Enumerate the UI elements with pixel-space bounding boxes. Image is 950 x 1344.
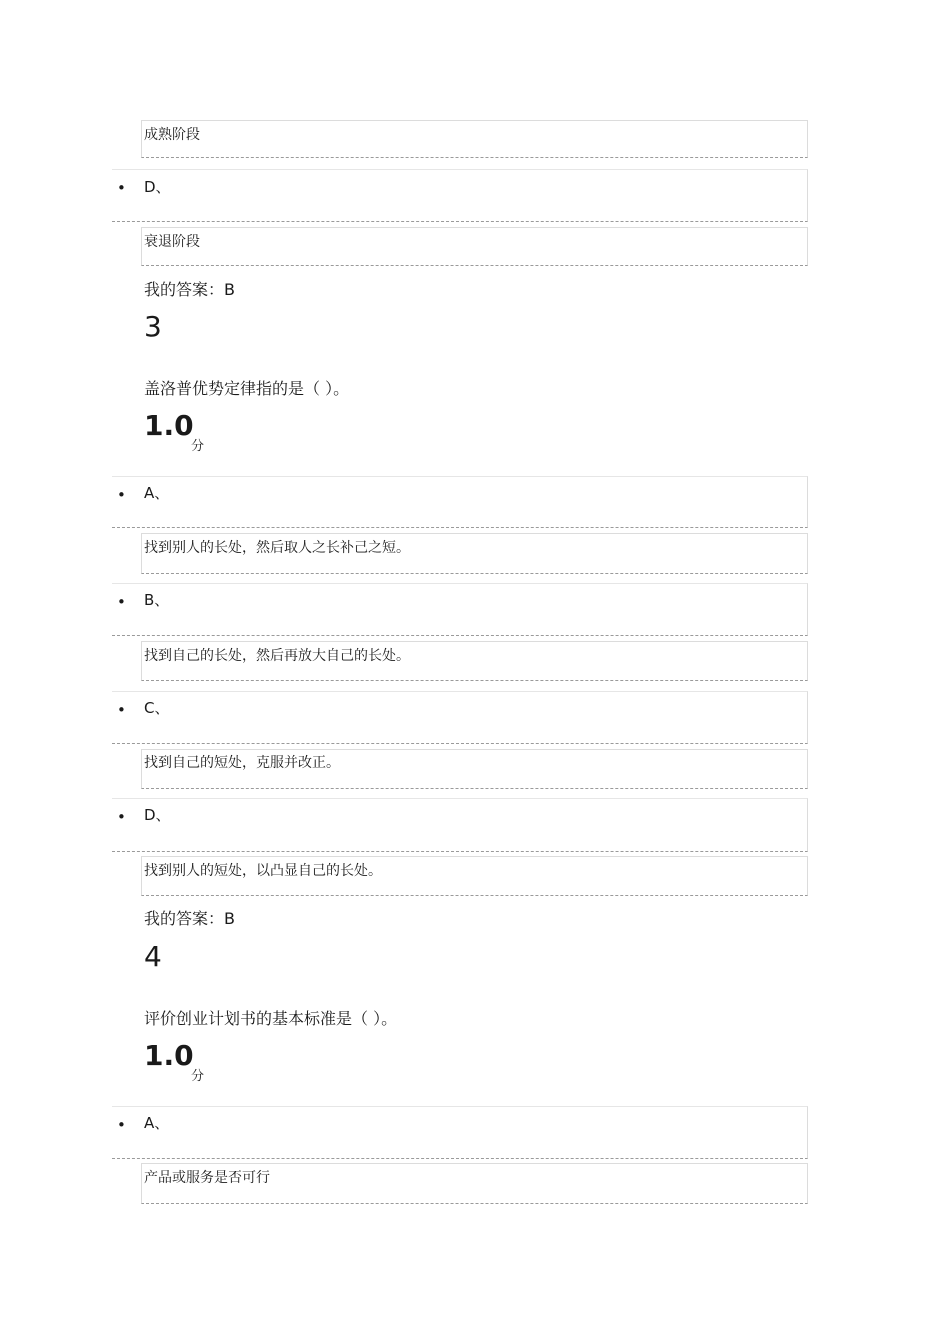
option-text-box bbox=[141, 749, 808, 789]
option-row-d[interactable] bbox=[112, 798, 808, 852]
bullet-icon: • bbox=[117, 593, 126, 611]
option-text-box bbox=[141, 856, 808, 896]
bullet-icon: • bbox=[117, 701, 126, 719]
option-text-box bbox=[141, 1163, 808, 1204]
option-text: 找到自己的短处，克服并改正。 bbox=[144, 755, 340, 771]
option-letter: D、 bbox=[144, 806, 171, 824]
option-text-box bbox=[141, 120, 808, 158]
option-row-b[interactable] bbox=[112, 583, 808, 636]
option-row-d[interactable] bbox=[112, 169, 808, 222]
option-text-box bbox=[141, 641, 808, 681]
bullet-icon: • bbox=[117, 179, 126, 197]
my-answer: 我的答案：B bbox=[144, 280, 235, 299]
bullet-icon: • bbox=[117, 486, 126, 504]
option-text-box bbox=[141, 533, 808, 574]
bullet-icon: • bbox=[117, 808, 126, 826]
score-unit: 分 bbox=[191, 439, 205, 454]
option-text: 找到自己的长处，然后再放大自己的长处。 bbox=[144, 648, 410, 664]
my-answer: 我的答案：B bbox=[144, 909, 235, 928]
option-letter: A、 bbox=[144, 1114, 170, 1132]
score-unit: 分 bbox=[191, 1069, 205, 1084]
option-row-a[interactable] bbox=[112, 476, 808, 528]
option-text: 衰退阶段 bbox=[144, 234, 200, 250]
option-text: 成熟阶段 bbox=[144, 127, 200, 143]
option-text: 找到别人的长处，然后取人之长补己之短。 bbox=[144, 540, 410, 556]
option-letter: A、 bbox=[144, 484, 170, 502]
question-number: 3 bbox=[144, 310, 162, 343]
option-row-a[interactable] bbox=[112, 1106, 808, 1159]
question-score: 1.0 bbox=[144, 1039, 194, 1072]
bullet-icon: • bbox=[117, 1116, 126, 1134]
option-letter: B、 bbox=[144, 591, 170, 609]
option-text: 产品或服务是否可行 bbox=[144, 1170, 270, 1186]
question-number: 4 bbox=[144, 940, 162, 973]
option-letter: C、 bbox=[144, 699, 170, 717]
option-letter: D、 bbox=[144, 178, 171, 196]
option-text: 找到别人的短处，以凸显自己的长处。 bbox=[144, 863, 382, 879]
question-text: 盖洛普优势定律指的是（ ）。 bbox=[144, 379, 350, 398]
question-text: 评价创业计划书的基本标准是（ ）。 bbox=[144, 1009, 398, 1028]
option-text-box bbox=[141, 227, 808, 266]
option-row-c[interactable] bbox=[112, 691, 808, 744]
question-score: 1.0 bbox=[144, 409, 194, 442]
